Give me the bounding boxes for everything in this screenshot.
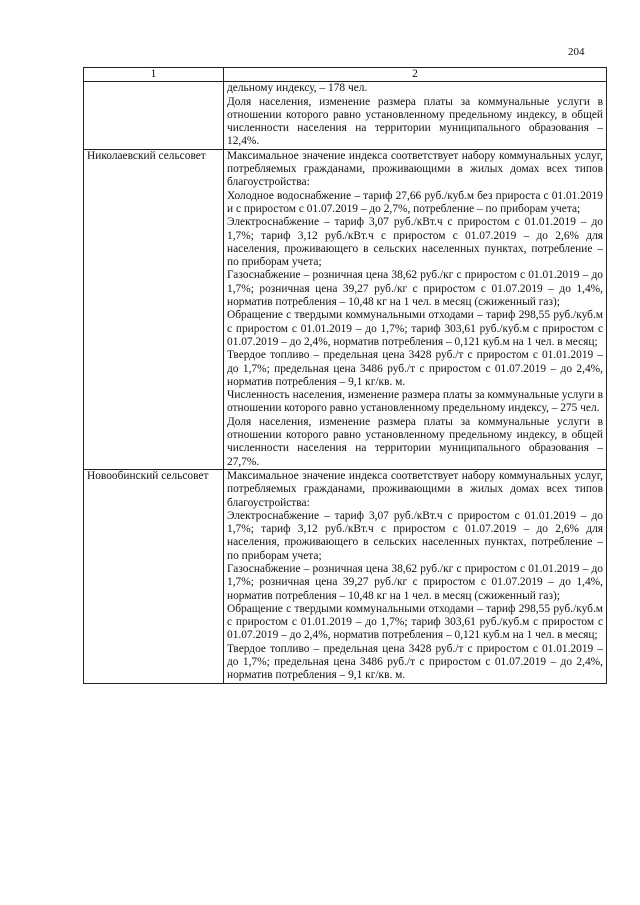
column-header-1: 1	[84, 68, 224, 82]
municipality-name: Николаевский сельсовет	[84, 149, 224, 469]
detail-paragraph: Максимальное значение индекса соответствует набору коммунальных услуг, потребляемых гражданами, проживающими в жилых домах всех типов благоустройства:	[227, 469, 603, 509]
detail-paragraph: Доля населения, изменение размера платы за коммунальные услуги в отношении которого равно установленному предельному индексу, в общей численности населения на территории муниципального образования – 12,4%.	[227, 95, 603, 148]
municipality-details	[224, 149, 607, 469]
detail-paragraph: Твердое топливо – предельная цена 3428 руб./т с приростом с 01.01.2019 – до 1,7%; предельная цена 3486 руб./т с приростом с 01.07.2019 – до 2,4%, норматив потребления – 9,1 кг/кв. м.	[227, 642, 603, 682]
table-row	[84, 82, 607, 149]
detail-paragraph: Электроснабжение – тариф 3,07 руб./кВт.ч с приростом с 01.01.2019 – до 1,7%; тариф 3,12 руб./кВт.ч с приростом с 01.07.2019 – до 2,6% для населения, проживающего в сельских населенных пунктах, потребление – по приборам учета;	[227, 216, 603, 269]
detail-paragraph: Обращение с твердыми коммунальными отходами – тариф 298,55 руб./куб.м с приростом с 01.01.2019 – до 1,7%; тариф 303,61 руб./куб.м с приростом с 01.07.2019 – до 2,4%, норматив потребления – 0,121 куб.м на 1 чел. в месяц;	[227, 602, 603, 642]
page-number: 204	[568, 46, 585, 58]
detail-paragraph: Численность населения, изменение размера платы за коммунальные услуги в отношении которого равно установленному предельному индексу, – 275 чел.	[227, 389, 603, 415]
municipality-name: Новообинский сельсовет	[84, 469, 224, 683]
detail-paragraph: Максимальное значение индекса соответствует набору коммунальных услуг, потребляемых гражданами, проживающими в жилых домах всех типов благоустройства:	[227, 149, 603, 189]
detail-paragraph: Газоснабжение – розничная цена 38,62 руб./кг с приростом с 01.01.2019 – до 1,7%; розничная цена 39,27 руб./кг с приростом с 01.07.2019 – до 1,4%, норматив потребления – 10,48 кг на 1 чел. в месяц (сжиженный газ);	[227, 269, 603, 309]
column-header-2: 2	[224, 68, 607, 82]
detail-paragraph: Электроснабжение – тариф 3,07 руб./кВт.ч с приростом с 01.01.2019 – до 1,7%; тариф 3,12 руб./кВт.ч с приростом с 01.07.2019 – до 2,6% для населения, проживающего в сельских населенных пунктах, потребление – по приборам учета;	[227, 509, 603, 562]
table-row	[84, 469, 607, 683]
municipality-name	[84, 82, 224, 149]
table-row	[84, 149, 607, 469]
detail-paragraph: дельному индексу, – 178 чел.	[227, 82, 368, 95]
detail-paragraph: Обращение с твердыми коммунальными отходами – тариф 298,55 руб./куб.м с приростом с 01.01.2019 – до 1,7%; тариф 303,61 руб./куб.м с приростом с 01.07.2019 – до 2,4%, норматив потребления – 0,121 куб.м на 1 чел. в месяц;	[227, 309, 603, 348]
municipality-details	[224, 82, 607, 149]
detail-paragraph: Холодное водоснабжение – тариф 27,66 руб./куб.м без прироста с 01.01.2019 и с приростом с 01.07.2019 – до 2,7%, потребление – по приборам учета;	[227, 189, 603, 215]
municipality-details	[224, 469, 607, 683]
municipal-index-table	[83, 67, 607, 684]
detail-paragraph: Твердое топливо – предельная цена 3428 руб./т с приростом с 01.01.2019 – до 1,7%; предельная цена 3486 руб./т с приростом с 01.07.2019 – до 2,4%, норматив потребления – 9,1 кг/кв. м.	[227, 349, 603, 388]
table-header-row	[84, 68, 607, 82]
detail-paragraph: Газоснабжение – розничная цена 38,62 руб./кг с приростом с 01.01.2019 – до 1,7%; розничная цена 39,27 руб./кг с приростом с 01.07.2019 – до 1,4%, норматив потребления – 10,48 кг на 1 чел. в месяц (сжиженный газ);	[227, 562, 603, 602]
detail-paragraph: Доля населения, изменение размера платы за коммунальные услуги в отношении которого равно установленному предельному индексу, в общей численности населения на территории муниципального образования – 27,7%.	[227, 415, 603, 468]
